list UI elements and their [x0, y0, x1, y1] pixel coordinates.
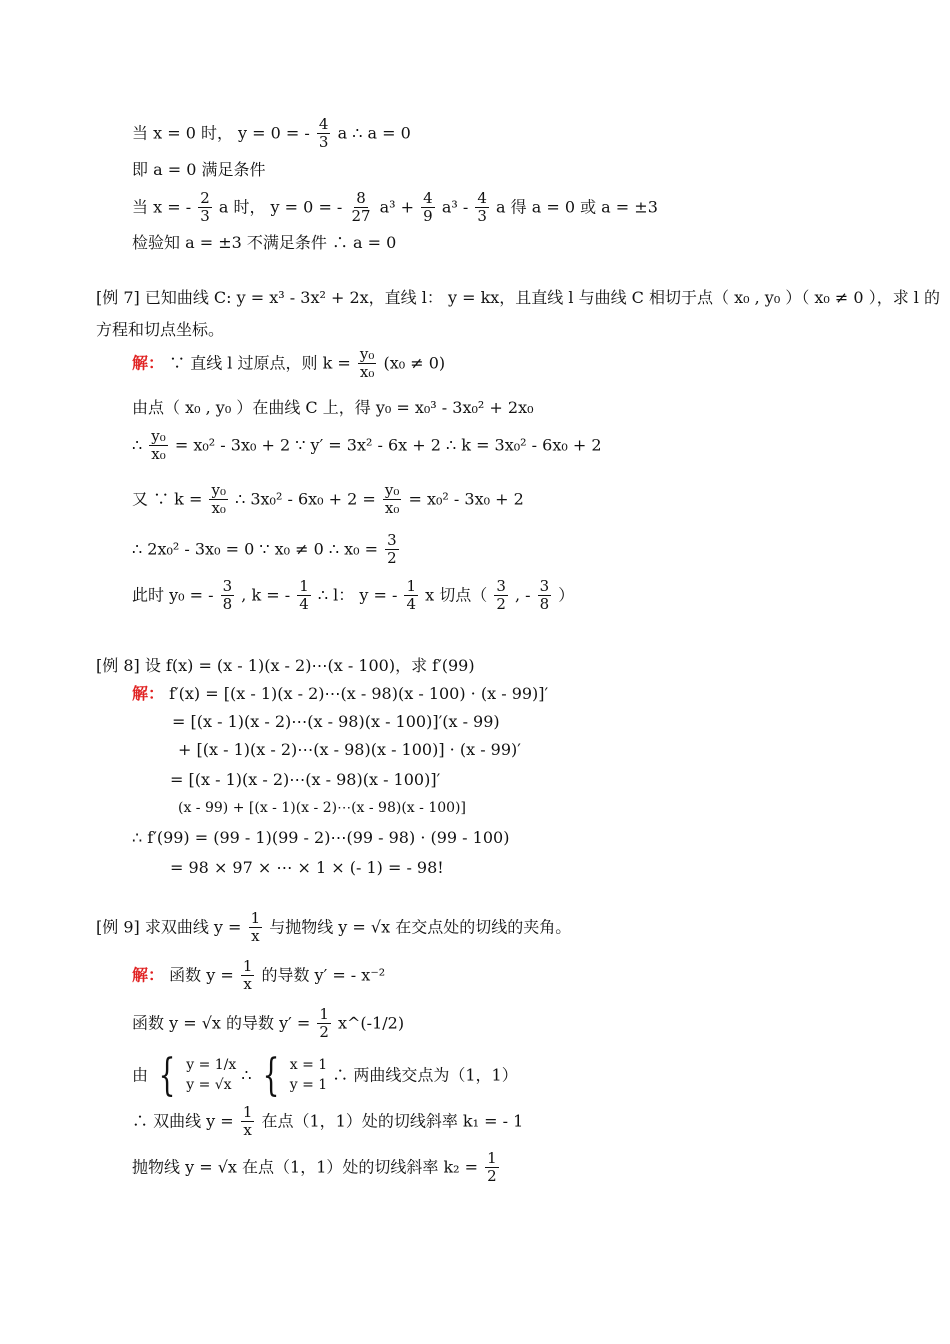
ex9-step-5: 抛物线 y = √x 在点（1，1）处的切线斜率 k₂ = $\frac{1}{2}$	[132, 1149, 497, 1186]
ex9-question: [例 9] 求双曲线 y = $\frac{1}{x}$ 与抛物线 y = √x 在交点处的切线的夹角。	[96, 909, 572, 946]
ex8-step-1: 解： f′(x) = [(x - 1)(x - 2)⋯(x - 98)(x - 100) · (x - 99)]′	[132, 684, 549, 703]
ex8-step-7: = 98 × 97 × ⋯ × 1 × (- 1) = - 98!	[170, 858, 444, 877]
ex7-step-5: ∴ 2x₀² - 3x₀ = 0 ∵ x₀ ≠ 0 ∴ x₀ = $\frac{3}{2}$	[132, 531, 397, 568]
ex8-step-2: = [(x - 1)(x - 2)⋯(x - 98)(x - 100)]′(x - 99)	[172, 712, 500, 731]
ex8-step-3: + [(x - 1)(x - 2)⋯(x - 98)(x - 100)] · (x - 99)′	[178, 740, 521, 759]
line-1: 当 x = 0 时， y = 0 = - $\frac{4}{3}$ a ∴ a = 0	[132, 115, 411, 152]
ex7-question-line1: [例 7] 已知曲线 C: y = x³ - 3x² + 2x，直线 l： y = kx，且直线 l 与曲线 C 相切于点（ x₀ , y₀ ）（ x₀ ≠ 0 ），求 l 的	[96, 288, 940, 307]
ex9-step-4: ∴ 双曲线 y = $\frac{1}{x}$ 在点（1，1）处的切线斜率 k₁ = - 1	[132, 1103, 524, 1140]
line-4: 检验知 a = ±3 不满足条件 ∴ a = 0	[132, 233, 397, 252]
solution-label: 解：	[132, 965, 165, 985]
ex8-question: [例 8] 设 f(x) = (x - 1)(x - 2)⋯(x - 100)，求 f′(99)	[96, 656, 475, 675]
ex7-step-4: 又 ∵ k = $\frac{\text{y₀}}{\text{x₀}}$ ∴ 3x₀² - 6x₀ + 2 = $\frac{\text{y₀}}{\text{x₀}}$ = x₀² - 3x₀ + 2	[132, 481, 524, 518]
ex7-question-line2: 方程和切点坐标。	[96, 320, 225, 339]
ex7-step-1: 解： ∵ 直线 l 过原点，则 k = $\frac{\text{y₀}}{\text{x₀}}$ (x₀ ≠ 0)	[132, 345, 446, 382]
ex8-step-4: = [(x - 1)(x - 2)⋯(x - 98)(x - 100)]′	[170, 770, 441, 789]
ex7-step-2: 由点（ x₀ , y₀ ）在曲线 C 上，得 y₀ = x₀³ - 3x₀² + 2x₀	[132, 398, 534, 417]
left-brace: {	[262, 1050, 280, 1101]
ex9-step-1: 解： 函数 y = $\frac{1}{x}$ 的导数 y′ = - x⁻²	[132, 957, 386, 994]
ex8-step-6: ∴ f′(99) = (99 - 1)(99 - 2)⋯(99 - 98) · (99 - 100)	[132, 828, 510, 847]
line-3: 当 x = - $\frac{2}{3}$ a 时， y = 0 = - $\frac{8}{27}$ a³ + $\frac{4}{9}$ a³ - $\frac{4}{3}$ a 得 a = 0 或 a = ±3	[132, 189, 658, 226]
solution-label: 解：	[132, 353, 165, 373]
ex9-step-3: 由 { y = 1/x y = √x ∴ { x = 1 y = 1 ∴ 两曲线交点为（1，1）	[132, 1050, 518, 1101]
ex9-step-2: 函数 y = √x 的导数 y′ = $\frac{1}{2}$ x^(-1/2)	[132, 1005, 405, 1042]
ex7-step-3: ∴ $\frac{\text{y₀}}{\text{x₀}}$ = x₀² - 3x₀ + 2 ∵ y′ = 3x² - 6x + 2 ∴ k = 3x₀² - 6x₀ + 2	[132, 427, 602, 464]
ex8-step-5: (x - 99) + [(x - 1)(x - 2)⋯(x - 98)(x - 100)]	[178, 800, 466, 816]
ex7-step-6: 此时 y₀ = - $\frac{3}{8}$ , k = - $\frac{1}{4}$ ∴ l： y = - $\frac{1}{4}$ x 切点（ $\frac{3}{2}$ , - $\frac{3}{8}$ ）	[132, 577, 575, 614]
solution-system: x = 1 y = 1	[289, 1057, 328, 1093]
left-brace: {	[158, 1050, 176, 1101]
equation-system: y = 1/x y = √x	[186, 1057, 237, 1093]
solution-label: 解：	[132, 684, 165, 703]
line-2: 即 a = 0 满足条件	[132, 160, 266, 179]
